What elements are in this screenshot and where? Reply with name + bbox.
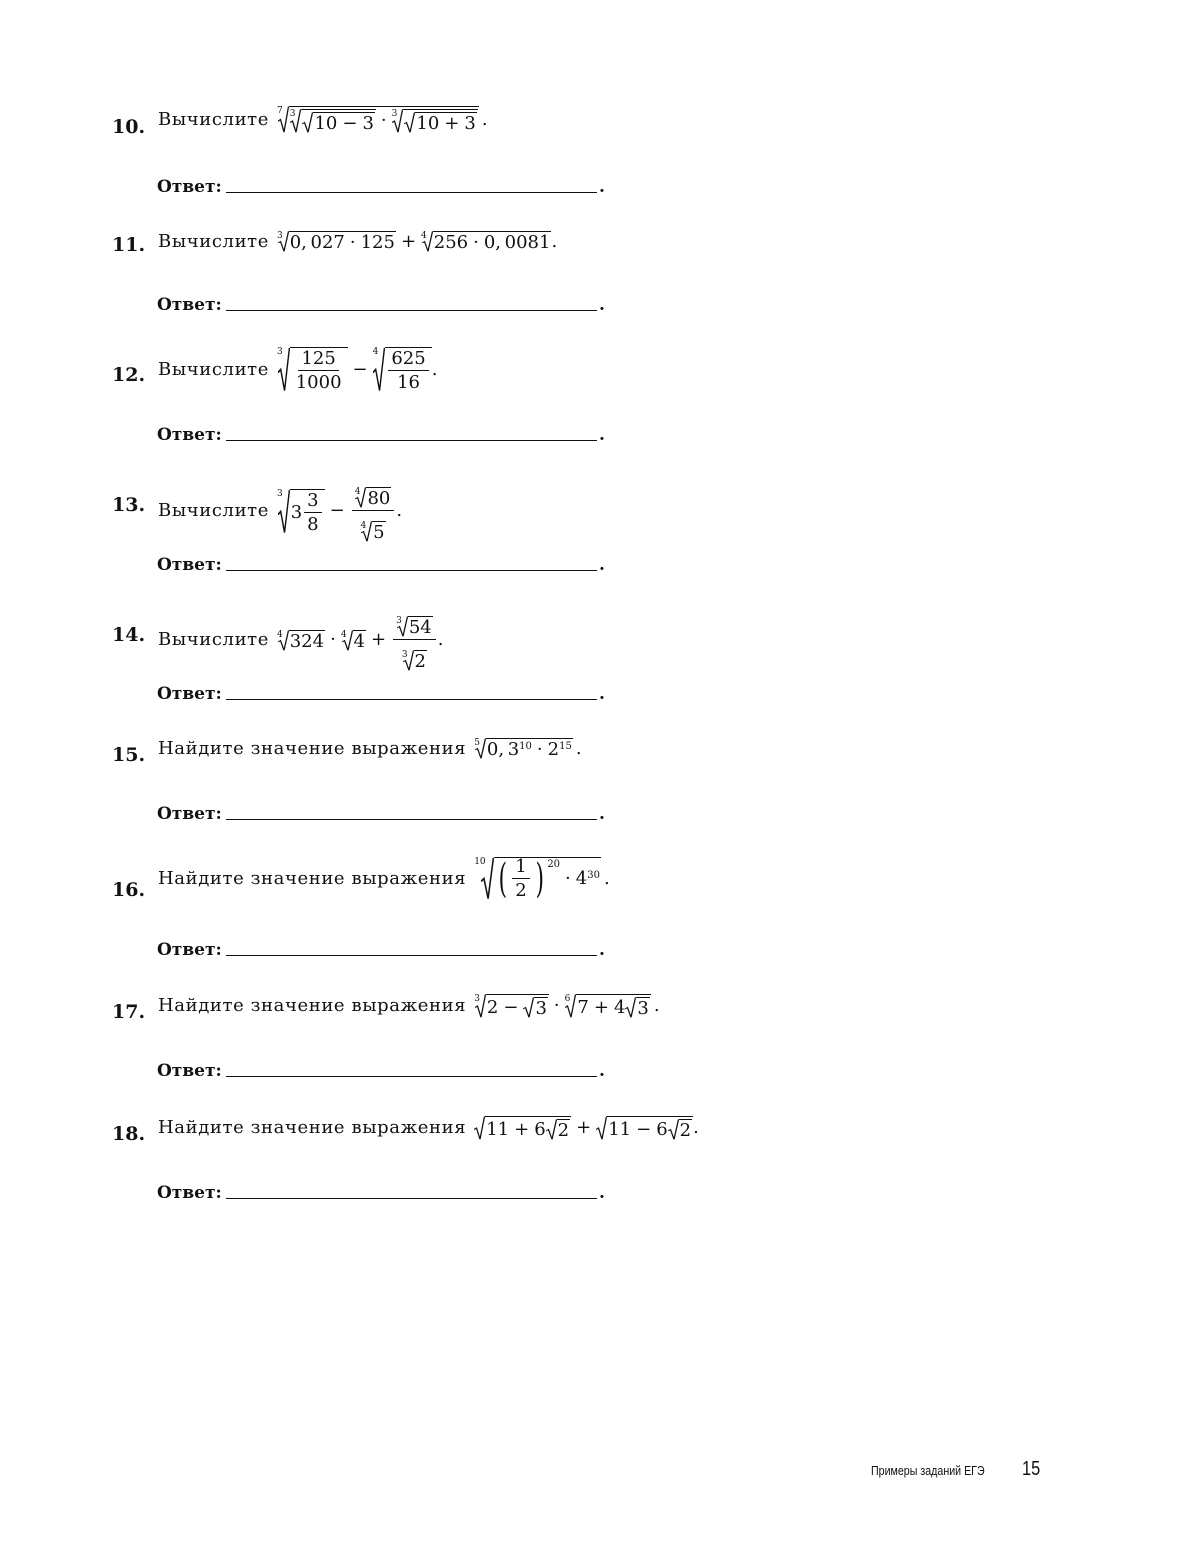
answer-16: Ответ: . (157, 940, 605, 960)
task-prompt: Вычислите (158, 230, 269, 252)
task-number: 13. (112, 494, 146, 516)
answer-label: Ответ: (157, 177, 222, 197)
math-expression: 7 3 10 − 3 · 3 10 + 3 . (276, 106, 488, 134)
task-number: 17. (112, 1001, 146, 1023)
math-expression: 10 ( $\frac{1}{2}$ ) 20 · 4 30 . (474, 856, 610, 902)
answer-13: Ответ: . (157, 555, 605, 575)
answer-field[interactable] (226, 192, 597, 193)
answer-field[interactable] (226, 310, 597, 311)
math-expression: 4 324 · 4 4 + 3 54 3 2 . (277, 609, 443, 671)
answer-field[interactable] (226, 819, 597, 820)
task-prompt: Найдите значение выражения (158, 867, 467, 889)
task-number: 12. (112, 364, 146, 386)
math-expression: 11 + 6 2 + 11 − 6 2 . (474, 1116, 699, 1140)
answer-label: Ответ: (157, 1061, 222, 1081)
math-expression: 3 $\frac{125}{1000}$ − 4 $\frac{625}{16}$ . (276, 347, 438, 393)
task-prompt: Найдите значение выражения (158, 737, 467, 759)
task-prompt: Вычислите (158, 358, 269, 380)
math-expression: 5 0, 3 10 · 2 15 . (474, 737, 582, 760)
answer-12: Ответ: . (157, 425, 605, 445)
math-expression: 3 2 − 3 · 6 7 + 4 3 . (474, 994, 660, 1019)
answer-field[interactable] (226, 1198, 597, 1199)
answer-label: Ответ: (157, 1183, 222, 1203)
answer-11: Ответ: . (157, 295, 605, 315)
answer-10: Ответ: . (157, 177, 605, 197)
answer-label: Ответ: (157, 425, 222, 445)
task-prompt: Найдите значение выражения (158, 1117, 467, 1138)
footer-title: Примеры заданий ЕГЭ (871, 1463, 985, 1478)
answer-field[interactable] (226, 570, 597, 571)
task-number: 16. (112, 879, 146, 901)
math-expression: 3 3 $\frac{3}{8}$ − 4 80 4 5 . (277, 480, 402, 542)
answer-label: Ответ: (157, 940, 222, 960)
math-expression: 3 0, 027 · 125 + 4 256 · 0, 0081 . (276, 230, 558, 253)
task-prompt: Найдите значение выражения (158, 995, 467, 1016)
answer-field[interactable] (226, 699, 597, 700)
answer-18: Ответ: . (157, 1183, 605, 1203)
answer-field[interactable] (226, 440, 597, 441)
answer-label: Ответ: (157, 555, 222, 575)
task-prompt: Вычислите (158, 500, 269, 521)
page-number: 15 (1022, 1458, 1041, 1480)
task-number: 14. (112, 624, 146, 646)
answer-14: Ответ: . (157, 684, 605, 704)
task-number: 18. (112, 1123, 146, 1145)
answer-label: Ответ: (157, 684, 222, 704)
answer-17: Ответ: . (157, 1061, 605, 1081)
answer-label: Ответ: (157, 804, 222, 824)
task-number: 15. (112, 744, 146, 766)
task-prompt: Вычислите (158, 629, 269, 650)
answer-field[interactable] (226, 955, 597, 956)
answer-label: Ответ: (157, 295, 222, 315)
task-prompt: Вычислите (158, 108, 269, 130)
task-number: 10. (112, 116, 146, 138)
answer-15: Ответ: . (157, 804, 605, 824)
answer-field[interactable] (226, 1076, 597, 1077)
task-number: 11. (112, 234, 146, 256)
